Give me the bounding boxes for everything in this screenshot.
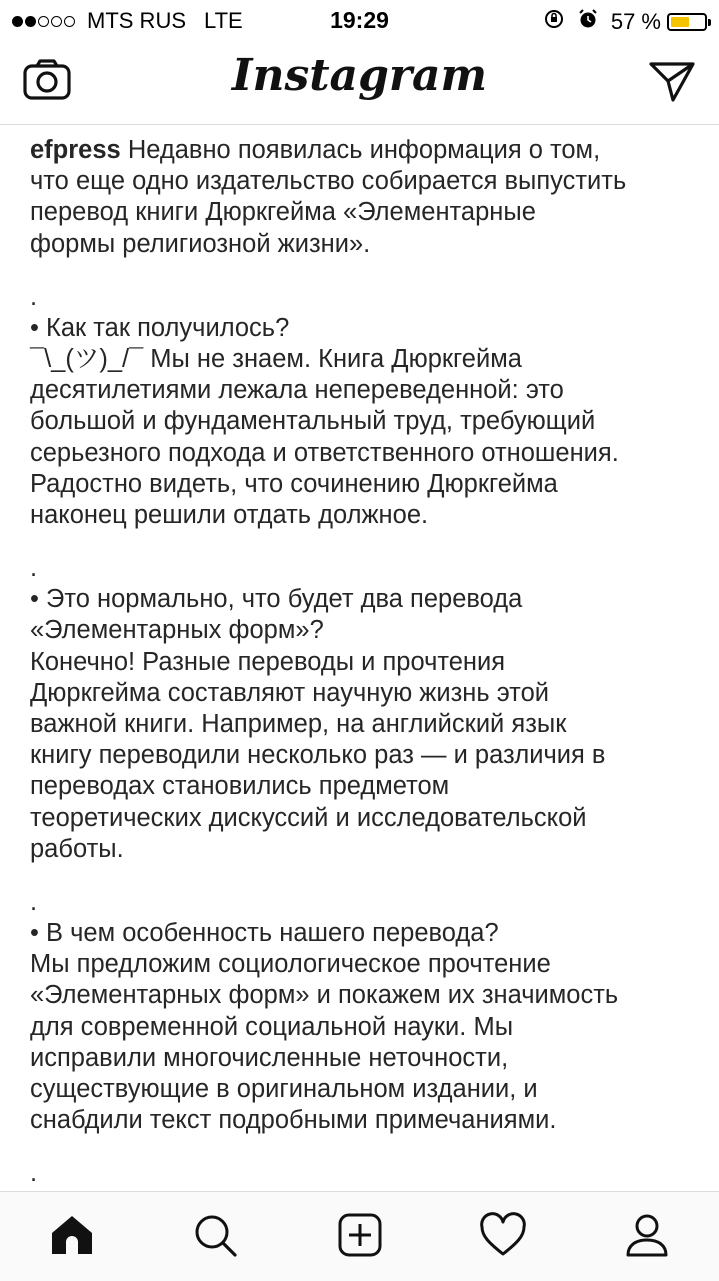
- status-right: [543, 8, 707, 36]
- caption-line: переводах становились предметом: [30, 772, 450, 801]
- profile-icon[interactable]: [622, 1210, 672, 1260]
- section-question: • В чем особенность нашего перевода?: [30, 919, 499, 948]
- battery-fill: [671, 17, 689, 27]
- battery-icon: [667, 13, 707, 31]
- top-navigation-bar: [0, 40, 719, 125]
- alarm-clock-icon: [577, 8, 599, 36]
- caption-line: для современной социальной науки. Мы: [30, 1012, 514, 1041]
- caption-intro: [30, 135, 702, 260]
- separator-dot: .: [30, 1159, 38, 1188]
- caption-line: перевод книги Дюркгейма «Элементарные: [30, 198, 536, 227]
- caption-line: что еще одно издательство собирается выпустить: [30, 167, 627, 196]
- separator-dot: .: [30, 282, 38, 311]
- caption-section: [30, 887, 702, 1136]
- caption-line: теоретических дискуссий и исследовательской: [30, 803, 587, 832]
- caption-line: Конечно! Разные переводы и прочтения: [30, 647, 506, 676]
- caption-line: формы религиозной жизни».: [30, 229, 371, 258]
- caption-line: «Элементарных форм» и покажем их значимость: [30, 981, 619, 1010]
- rotation-lock-icon: [543, 8, 565, 36]
- carrier-name: MTS RUS: [87, 8, 186, 33]
- caption-line: снабдили текст подробными примечаниями.: [30, 1106, 557, 1135]
- battery-percent: 57 %: [610, 9, 661, 34]
- post-caption-container: [30, 135, 702, 1190]
- caption-line: ¯\_(ツ)_/¯ Мы не знаем. Книга Дюркгейма: [30, 345, 522, 374]
- section-question: • Как так получилось?: [30, 313, 290, 342]
- caption-line: книгу переводили несколько раз — и различия в: [30, 741, 606, 770]
- post-caption: [30, 135, 702, 1252]
- instagram-logo: Instagram: [231, 50, 488, 101]
- section-question: «Элементарных форм»?: [30, 616, 324, 645]
- caption-line: важной книги. Например, на английский язык: [30, 710, 567, 739]
- search-icon[interactable]: [190, 1210, 240, 1260]
- caption-line: Радостно видеть, что сочинению Дюркгейма: [30, 469, 558, 498]
- bottom-tab-bar: [0, 1191, 719, 1281]
- caption-line: серьезного подхода и ответственного отношения.: [30, 438, 619, 467]
- new-post-icon[interactable]: [335, 1210, 385, 1260]
- caption-line: исправили многочисленные неточности,: [30, 1043, 509, 1072]
- caption-line: десятилетиями лежала непереведенной: это: [30, 376, 564, 405]
- caption-line: работы.: [30, 834, 124, 863]
- clock: 19:29: [330, 7, 389, 33]
- caption-section: [30, 282, 702, 531]
- caption-line: существующие в оригинальном издании, и: [30, 1075, 538, 1104]
- section-question: • Это нормально, что будет два перевода: [30, 585, 523, 614]
- caption-line: большой и фундаментальный труд, требующий: [30, 407, 596, 436]
- direct-message-icon[interactable]: [647, 56, 697, 106]
- username-link[interactable]: efpress: [30, 136, 121, 164]
- caption-line: наконец решили отдать должное.: [30, 501, 429, 530]
- caption-line: Недавно появилась информация о том,: [120, 136, 601, 164]
- activity-heart-icon[interactable]: [478, 1210, 528, 1260]
- separator-dot: .: [30, 554, 38, 583]
- caption-section: [30, 553, 702, 865]
- home-icon[interactable]: [47, 1210, 97, 1260]
- separator-dot: .: [30, 888, 38, 917]
- caption-line: Дюркгейма составляют научную жизнь этой: [30, 678, 549, 707]
- network-type: LTE: [204, 8, 243, 33]
- caption-line: Мы предложим социологическое прочтение: [30, 950, 551, 979]
- status-bar: [0, 0, 719, 40]
